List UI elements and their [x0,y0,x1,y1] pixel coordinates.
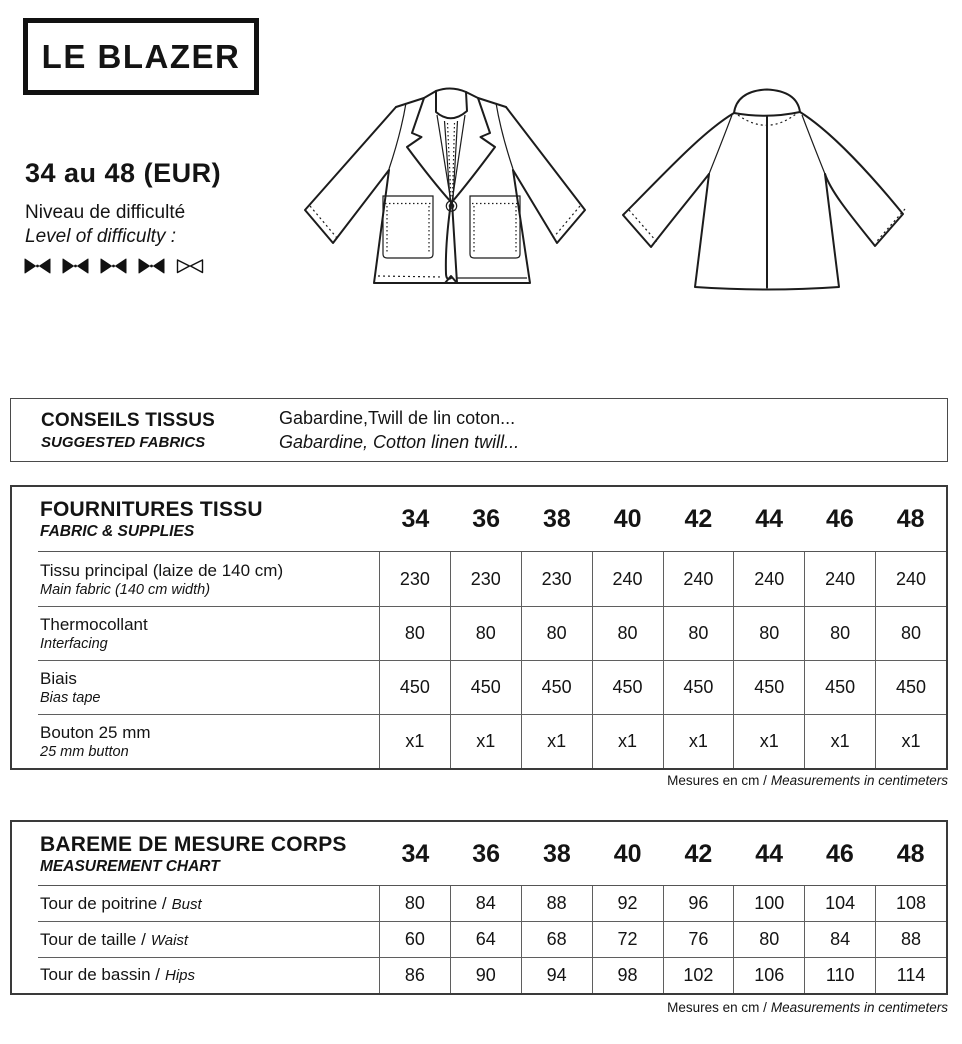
table-cell: 68 [522,922,593,958]
row-label-fr: Tour de taille / [40,929,146,949]
row-label-fr: Biais [40,668,77,688]
table-cell: 450 [805,660,876,714]
table-cell: 86 [380,957,451,993]
row-label [12,552,380,606]
row-label-text [40,894,379,914]
table-cell: x1 [664,714,735,768]
row-label [12,660,380,714]
table-cell: 230 [380,552,451,606]
table-row-hips [12,957,946,993]
row-label [12,922,380,958]
table-cell: x1 [380,714,451,768]
table-cell: 80 [805,606,876,660]
size-column-header: 36 [472,505,501,533]
pattern-title-text: LE BLAZER [41,37,241,75]
blazer-front-technical-drawing [300,85,590,297]
row-label-en: Bias tape [40,689,101,706]
units-note-en: Measurements in centimeters [770,1000,948,1015]
table-cell: 108 [896,893,927,914]
fabrics-title-fr: CONSEILS TISSUS [41,409,216,431]
row-label-fr: Thermocollant [40,614,148,634]
table-cell: 60 [380,922,451,958]
table-cell: 240 [593,552,664,606]
size-column-header: 42 [684,505,713,533]
table-cell: 80 [522,606,593,660]
table-cell: 230 [522,552,593,606]
table-cell: x1 [901,730,921,751]
measurements-table-header [12,822,946,886]
table-cell: 450 [896,676,927,697]
size-column-header: 44 [755,839,784,868]
table-cell: 98 [593,957,664,993]
row-label-en: Main fabric (140 cm width) [40,581,211,598]
size-column-header: 46 [825,839,854,868]
row-label-en: Waist [150,931,189,949]
supplies-table-title [12,498,380,541]
row-label-en: 25 mm button [40,743,129,760]
table-cell: 80 [664,606,735,660]
table-cell: 64 [451,922,522,958]
table-cell: 96 [664,886,735,922]
table-cell: 106 [734,957,805,993]
table-cell: 92 [593,886,664,922]
supplies-table-body [12,552,946,768]
row-label [12,714,380,768]
size-column-header: 48 [896,839,925,868]
size-column-header: 34 [401,839,430,868]
table-row-waist [12,922,946,958]
units-note [667,1000,948,1015]
size-column-header: 34 [401,505,430,533]
table-cell: 80 [734,606,805,660]
row-label-en: Bust [171,895,202,913]
row-label [12,886,380,922]
table-cell: 450 [734,660,805,714]
supplies-title-en: FABRIC & SUPPLIES [40,523,195,540]
table-cell: 80 [901,622,922,643]
table-cell: 450 [522,660,593,714]
size-column-header: 48 [896,505,925,533]
measurements-title-en: MEASUREMENT CHART [40,857,220,875]
table-cell: 94 [522,957,593,993]
size-column-header: 44 [755,505,784,533]
table-row-button [12,714,946,768]
size-column-header: 36 [472,839,501,868]
fabrics-value-en: Gabardine, Cotton linen twill... [279,431,520,452]
table-cell: 80 [380,606,451,660]
blazer-back-technical-drawing [617,84,917,296]
table-cell: 80 [593,606,664,660]
size-column-header: 38 [542,839,571,868]
table-cell: 450 [664,660,735,714]
table-cell: 450 [380,660,451,714]
bowtie-outline-icon [176,258,204,274]
table-cell: 88 [901,929,922,949]
table-cell: 100 [734,886,805,922]
table-cell: x1 [593,714,664,768]
difficulty-label-fr: Niveau de difficulté [25,202,186,223]
table-cell: 80 [734,922,805,958]
row-label-fr: Tissu principal (laize de 140 cm) [40,560,284,580]
table-cell: 90 [451,957,522,993]
fabrics-value-fr: Gabardine,Twill de lin coton... [279,407,516,428]
suggested-fabrics-value [279,408,519,453]
size-column-header: 42 [684,839,713,868]
difficulty-rating [24,258,204,274]
bowtie-filled-icon [138,258,165,274]
size-column-header: 46 [825,505,854,533]
row-label-en: Hips [165,967,196,985]
table-row-main-fabric [12,552,946,606]
table-cell: x1 [805,714,876,768]
units-note [667,773,948,788]
table-cell: 114 [896,964,926,985]
fabrics-title-en: SUGGESTED FABRICS [41,433,206,451]
bowtie-filled-icon [62,258,89,274]
table-cell: 102 [664,957,735,993]
measurements-table-title [12,833,380,876]
table-cell: x1 [734,714,805,768]
suggested-fabrics-label [11,410,279,451]
table-row-interfacing [12,606,946,660]
size-column-header: 40 [613,505,642,533]
table-cell: 450 [593,660,664,714]
row-label-fr: Tour de bassin / [40,965,161,985]
supplies-title-fr: FOURNITURES TISSU [40,498,263,521]
table-cell: 450 [451,660,522,714]
table-cell: 88 [522,886,593,922]
table-cell: 240 [664,552,735,606]
table-cell: x1 [522,714,593,768]
row-label-fr: Bouton 25 mm [40,722,151,742]
fabric-supplies-table [10,485,948,770]
size-column-header: 38 [542,505,571,533]
table-cell: 84 [451,886,522,922]
table-row-bust [12,886,946,922]
measurement-chart-table [10,820,948,995]
pattern-title [23,18,259,95]
units-note-fr: Mesures en cm / [667,773,767,788]
table-cell: 240 [896,568,927,589]
size-column-header: 40 [613,839,642,868]
units-note-fr: Mesures en cm / [667,1000,767,1015]
table-cell: 230 [451,552,522,606]
measurements-title-fr: BAREME DE MESURE CORPS [40,832,347,856]
table-cell: 72 [593,922,664,958]
table-cell: 240 [805,552,876,606]
row-label-text [40,930,379,950]
units-note-en: Measurements in centimeters [770,773,948,788]
table-cell: 80 [380,886,451,922]
bowtie-filled-icon [100,258,127,274]
row-label-text [40,965,379,985]
size-range: 34 au 48 (EUR) [25,158,222,188]
measurements-table-body [12,886,946,993]
table-cell: 110 [805,957,876,993]
table-cell: 240 [734,552,805,606]
difficulty-label-en: Level of difficulty : [25,226,177,247]
table-cell: 104 [805,886,876,922]
table-cell: 84 [805,922,876,958]
table-cell: 80 [451,606,522,660]
row-label [12,957,380,993]
row-label-fr: Tour de poitrine / [40,893,167,913]
suggested-fabrics-box [10,398,948,462]
row-label-en: Interfacing [40,635,108,652]
bowtie-filled-icon [24,258,51,274]
row-label [12,606,380,660]
supplies-table-header [12,487,946,552]
table-cell: x1 [451,714,522,768]
table-row-bias-tape [12,660,946,714]
table-cell: 76 [664,922,735,958]
